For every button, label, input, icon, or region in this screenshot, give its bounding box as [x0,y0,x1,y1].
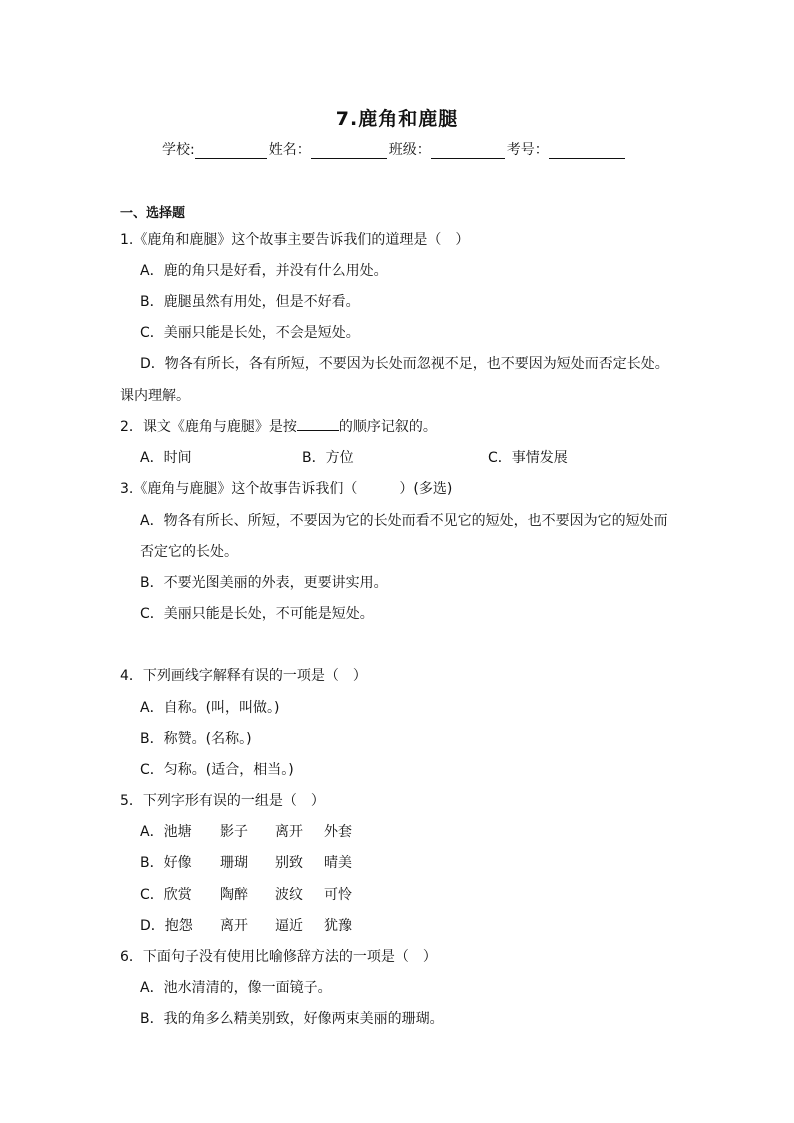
question-1-option-a: A．鹿的角只是好看，并没有什么用处。 [140,263,388,279]
question-5-row-a-word-2: 影子 [220,824,248,840]
question-2-stem-end: 的顺序记叙的。 [338,419,437,435]
page-title: 7.鹿角和鹿腿 [335,108,459,130]
name-field[interactable] [311,144,387,159]
class-field[interactable] [431,144,505,159]
question-5-row-b-word-3: 别致 [275,855,303,871]
question-5-row-b-word-4: 晴美 [324,855,352,871]
question-5-row-b-word-2: 珊瑚 [220,855,248,871]
question-5-row-a-word-3: 离开 [275,824,303,840]
section-heading: 一、选择题 [120,206,186,221]
question-5-row-c-word-2: 陶醉 [220,887,248,903]
question-6-stem: 6．下面句子没有使用比喻修辞方法的一项是（ ） [120,949,437,965]
question-3-stem: 3.《鹿角与鹿腿》这个故事告诉我们（ ）(多选) [120,481,453,497]
question-2-stem [120,416,437,436]
question-1-option-b: B．鹿腿虽然有用处，但是不好看。 [140,294,360,310]
question-1-option-d: D．物各有所长，各有所短，不要因为长处而忽视不足，也不要因为短处而否定长处。 [140,356,669,372]
school-field[interactable] [195,144,267,159]
question-5-row-b-word-1: B．好像 [140,855,192,871]
question-1-option-c: C．美丽只能是长处，不会是短处。 [140,325,360,341]
name-label: 姓名： [268,142,311,158]
question-3-option-b: B．不要光图美丽的外表，更要讲实用。 [140,575,388,591]
question-1-stem: 1.《鹿角和鹿腿》这个故事主要告诉我们的道理是（ ） [120,232,470,248]
student-info-line [162,139,627,159]
question-4-option-b: B．称赞。(名称。) [140,731,252,747]
question-3-option-a-line2: 否定它的长处。 [140,544,238,560]
question-2-option-a: A．时间 [140,450,192,466]
question-5-row-d-word-3: 逼近 [275,918,303,934]
question-5-row-c-word-1: C．欣赏 [140,887,192,903]
question-2-option-c: C．事情发展 [488,450,568,466]
school-label: 学校: [162,142,195,158]
question-3-option-a-line1: A．物各有所长、所短，不要因为它的长处而看不见它的短处，也不要因为它的短处而 [140,513,668,529]
question-4-option-c: C．匀称。(适合，相当。) [140,762,294,778]
question-5-row-d-word-2: 离开 [220,918,248,934]
question-3-option-c: C．美丽只能是长处，不可能是短处。 [140,606,374,622]
question-2-blank [297,418,339,431]
question-5-row-c-word-3: 波纹 [275,887,303,903]
question-5-row-a-word-4: 外套 [324,824,352,840]
question-4-stem: 4．下列画线字解释有误的一项是（ ） [120,668,367,684]
question-1-note: 课内理解。 [120,388,190,404]
question-6-option-b: B．我的角多么精美别致，好像两束美丽的珊瑚。 [140,1011,444,1027]
exam-no-label: 考号： [506,142,549,158]
question-5-row-a-word-1: A．池塘 [140,824,192,840]
class-label: 班级： [388,142,431,158]
question-5-row-d-word-4: 犹豫 [324,918,352,934]
question-2-stem-start: 2．课文《鹿角与鹿腿》是按 [120,419,297,435]
exam-no-field[interactable] [549,144,625,159]
question-5-stem: 5．下列字形有误的一组是（ ） [120,793,325,809]
question-2-option-b: B．方位 [302,450,354,466]
question-5-row-c-word-4: 可怜 [324,887,352,903]
question-4-option-a: A．自称。(叫，叫做。) [140,700,280,716]
question-5-row-d-word-1: D．抱怨 [140,918,193,934]
question-6-option-a: A．池水清清的，像一面镜子。 [140,980,332,996]
